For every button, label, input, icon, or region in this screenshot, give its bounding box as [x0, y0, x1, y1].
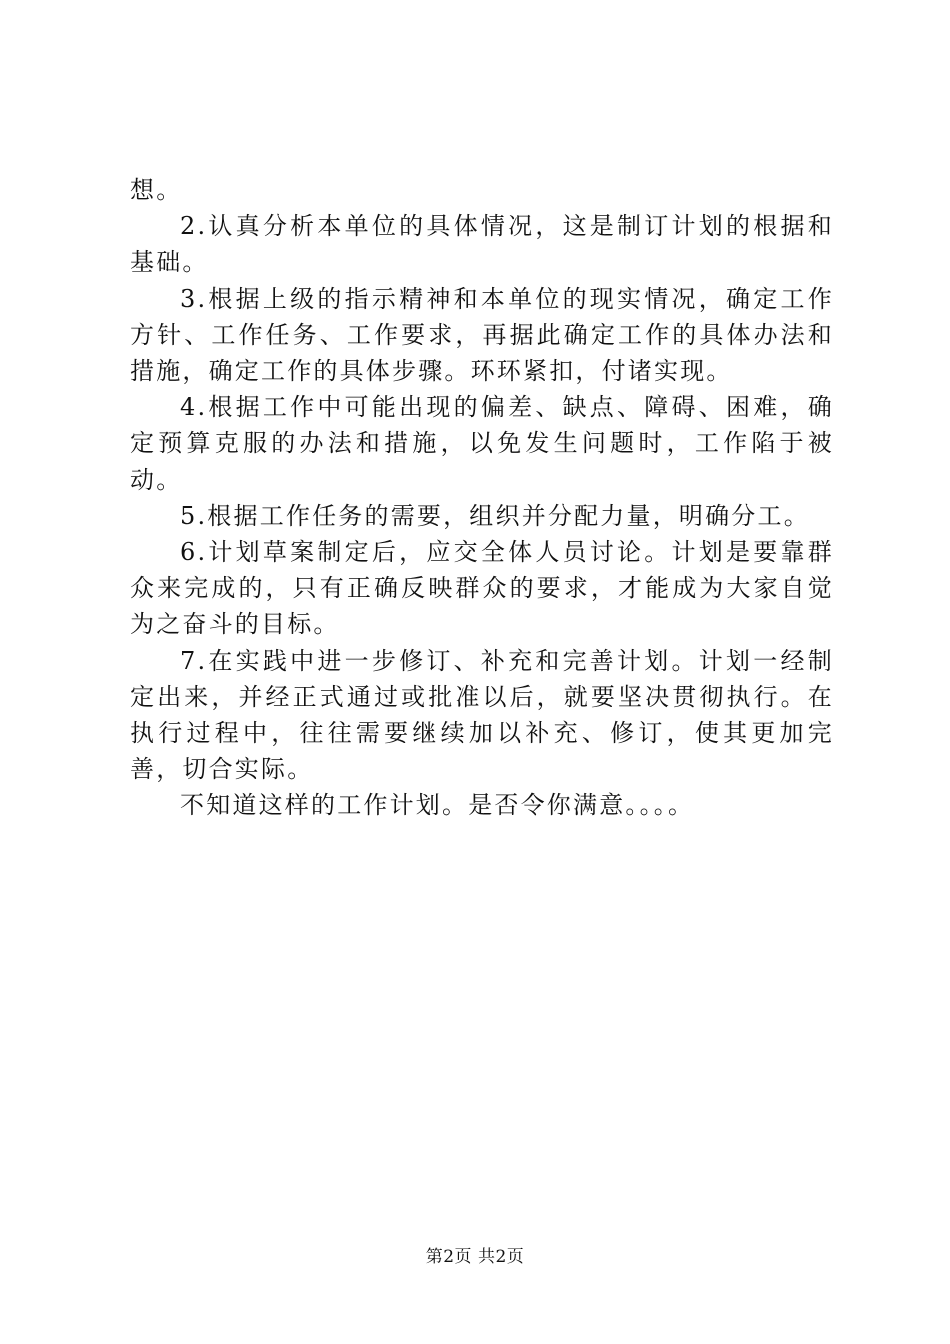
paragraph-step-4: 4.根据工作中可能出现的偏差、缺点、障碍、困难，确定预算克服的办法和措施，以免发生问题时，工作陷于被动。 — [130, 393, 834, 494]
document-body — [130, 172, 834, 824]
paragraph-step-2: 2.认真分析本单位的具体情况，这是制订计划的根据和基础。 — [130, 212, 834, 277]
paragraph-step-5: 5.根据工作任务的需要，组织并分配力量，明确分工。 — [180, 501, 810, 530]
paragraph-step-6: 6.计划草案制定后，应交全体人员讨论。计划是要靠群众来完成的，只有正确反映群众的要求，才能成为大家自觉为之奋斗的目标。 — [130, 538, 834, 639]
paragraph-step-3: 3.根据上级的指示精神和本单位的现实情况，确定工作方针、工作任务、工作要求，再据此确定工作的具体办法和措施，确定工作的具体步骤。环环紧扣，付诸实现。 — [130, 284, 834, 386]
page-footer: 第2页 共2页 — [425, 1247, 525, 1267]
paragraph-closing: 不知道这样的工作计划。是否令你满意。。。。 — [180, 791, 695, 820]
paragraph-continuation: 想。 — [130, 176, 183, 204]
paragraph-step-7: 7.在实践中进一步修订、补充和完善计划。计划一经制定出来，并经正式通过或批准以后，就要坚决贯彻执行。在执行过程中，往往需要继续加以补充、修订，使其更加完善，切合实际。 — [130, 646, 834, 784]
